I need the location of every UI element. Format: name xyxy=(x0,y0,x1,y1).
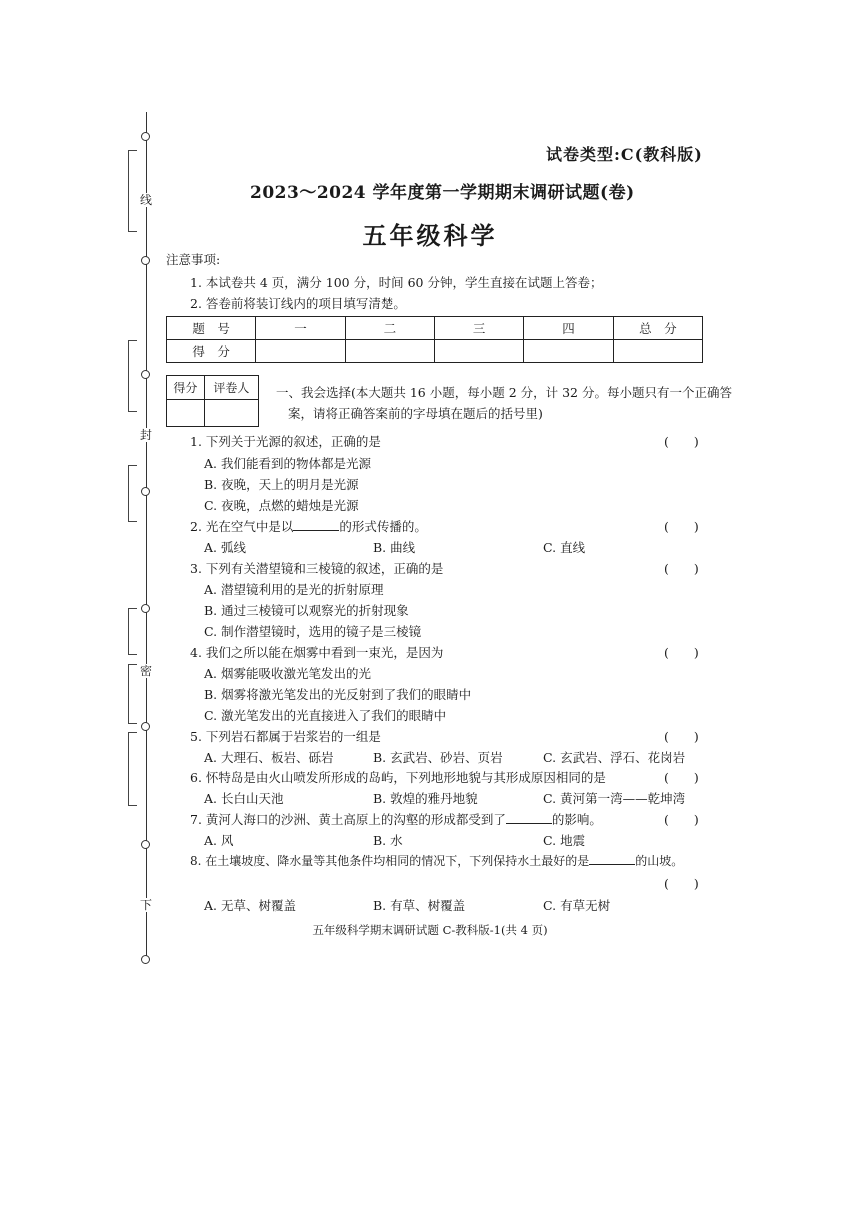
binding-char-line: 线 xyxy=(140,193,153,207)
question-stem: 5. 下列岩石都属于岩浆岩的一组是 xyxy=(190,729,381,744)
binding-hole xyxy=(141,256,150,265)
binding-field-mark xyxy=(128,465,137,522)
option-a: A. 潜望镜利用的是光的折射原理 xyxy=(204,582,384,597)
answer-paren: ( ) xyxy=(664,876,699,891)
note-item: 2. 答卷前将装订线内的项目填写清楚。 xyxy=(190,296,406,311)
option-c: C. 黄河第一湾——乾坤湾 xyxy=(543,791,686,806)
binding-field-mark xyxy=(128,608,137,655)
answer-paren: ( ) xyxy=(664,770,699,785)
option-c: C. 直线 xyxy=(543,540,586,555)
option-a: A. 我们能看到的物体都是光源 xyxy=(204,456,371,471)
score-table-cell: 三 xyxy=(434,317,523,340)
score-table-header-row xyxy=(167,317,703,340)
question-stem: 3. 下列有关潜望镜和三棱镜的叙述，正确的是 xyxy=(190,561,444,576)
section-one-instructions xyxy=(276,382,732,424)
section-one-line: 一、我会选择(本大题共 16 小题，每小题 2 分，计 32 分。每小题只有一个正确答 xyxy=(276,385,732,400)
option-c: C. 玄武岩、浮石、花岗岩 xyxy=(543,750,686,765)
binding-field-mark xyxy=(128,664,137,724)
option-b: B. 水 xyxy=(373,833,403,848)
binding-hole xyxy=(141,840,150,849)
score-entry-cell xyxy=(345,340,434,363)
option-a: A. 烟雾能吸收激光笔发出的光 xyxy=(204,666,371,681)
score-table-cell: 得 分 xyxy=(167,340,256,363)
stem-text: 的山坡。 xyxy=(635,854,684,868)
question-stem xyxy=(190,852,683,869)
binding-hole xyxy=(141,604,150,613)
binding-hole xyxy=(141,955,150,964)
binding-field-mark xyxy=(128,732,137,806)
fill-blank xyxy=(589,853,635,865)
fill-blank xyxy=(293,519,339,531)
score-entry-cell xyxy=(524,340,613,363)
stem-text: 7. 黄河人海口的沙洲、黄土高原上的沟壑的形成都受到了 xyxy=(190,812,506,827)
binding-hole xyxy=(141,132,150,141)
score-table-cell: 一 xyxy=(256,317,345,340)
option-c: C. 激光笔发出的光直接进入了我们的眼睛中 xyxy=(204,708,447,723)
note-item: 1. 本试卷共 4 页，满分 100 分，时间 60 分钟，学生直接在试题上答卷； xyxy=(190,275,603,290)
score-table-cell: 二 xyxy=(345,317,434,340)
score-table-cell: 四 xyxy=(524,317,613,340)
question-stem xyxy=(190,517,427,535)
grader-score-label: 得分 xyxy=(167,376,205,400)
score-table xyxy=(166,316,703,363)
question-stem xyxy=(190,810,602,828)
option-a: A. 大理石、板岩、砾岩 xyxy=(204,750,334,765)
answer-paren: ( ) xyxy=(664,561,699,576)
option-b: B. 夜晚，天上的明月是光源 xyxy=(204,477,359,492)
stem-text: 8. 在土壤坡度、降水量等其他条件均相同的情况下，下列保持水土最好的是 xyxy=(190,854,590,868)
option-b: B. 有草、树覆盖 xyxy=(373,898,466,913)
answer-paren: ( ) xyxy=(664,729,699,744)
answer-paren: ( ) xyxy=(664,645,699,660)
exam-title: 2023～2024 学年度第一学期期末调研试题(卷) xyxy=(250,183,635,203)
binding-char-secret: 密 xyxy=(140,664,153,678)
option-b: B. 曲线 xyxy=(373,540,416,555)
option-c: C. 地震 xyxy=(543,833,586,848)
question-stem: 6. 怀特岛是由火山喷发所形成的岛屿，下列地形地貌与其形成原因相同的是 xyxy=(190,770,606,785)
page-footer: 五年级科学期末调研试题 C-教科版-1(共 4 页) xyxy=(312,923,548,937)
grader-entry-cell xyxy=(167,400,205,427)
binding-hole xyxy=(141,722,150,731)
subject-title: 五年级科学 xyxy=(362,221,498,250)
grader-table xyxy=(166,375,259,427)
option-a: A. 弧线 xyxy=(204,540,246,555)
stem-text: 2. 光在空气中是以 xyxy=(190,519,294,534)
option-b: B. 烟雾将激光笔发出的光反射到了我们的眼睛中 xyxy=(204,687,472,702)
option-b: B. 玄武岩、砂岩、页岩 xyxy=(373,750,503,765)
stem-text: 的影响。 xyxy=(551,812,602,827)
notes-heading: 注意事项: xyxy=(166,252,221,267)
score-entry-cell xyxy=(256,340,345,363)
fill-blank xyxy=(506,812,552,824)
binding-field-mark xyxy=(128,340,137,412)
binding-char-below: 下 xyxy=(140,898,153,912)
score-entry-cell xyxy=(434,340,523,363)
option-a: A. 无草、树覆盖 xyxy=(204,898,296,913)
option-c: C. 制作潜望镜时，选用的镜子是三棱镜 xyxy=(204,624,422,639)
question-stem: 1. 下列关于光源的叙述，正确的是 xyxy=(190,434,381,449)
binding-char-seal: 封 xyxy=(140,428,153,442)
exam-type: 试卷类型:C(教科版) xyxy=(546,145,703,164)
score-table-cell: 题 号 xyxy=(167,317,256,340)
answer-paren: ( ) xyxy=(664,519,699,534)
option-a: A. 长白山天池 xyxy=(204,791,284,806)
answer-paren: ( ) xyxy=(664,812,699,827)
option-b: B. 通过三棱镜可以观察光的折射现象 xyxy=(204,603,409,618)
option-c: C. 夜晚，点燃的蜡烛是光源 xyxy=(204,498,359,513)
binding-hole xyxy=(141,487,150,496)
score-table-cell: 总 分 xyxy=(613,317,702,340)
option-b: B. 敦煌的雅丹地貌 xyxy=(373,791,478,806)
section-one-line: 案，请将正确答案前的字母填在题后的括号里) xyxy=(288,406,543,421)
option-c: C. 有草无树 xyxy=(543,898,611,913)
answer-paren: ( ) xyxy=(664,434,699,449)
score-table-score-row xyxy=(167,340,703,363)
option-a: A. 风 xyxy=(204,833,234,848)
question-stem: 4. 我们之所以能在烟雾中看到一束光，是因为 xyxy=(190,645,444,660)
score-entry-cell xyxy=(613,340,702,363)
grader-entry-cell xyxy=(204,400,258,427)
stem-text: 的形式传播的。 xyxy=(339,519,427,534)
binding-hole xyxy=(141,370,150,379)
grader-name-label: 评卷人 xyxy=(204,376,258,400)
